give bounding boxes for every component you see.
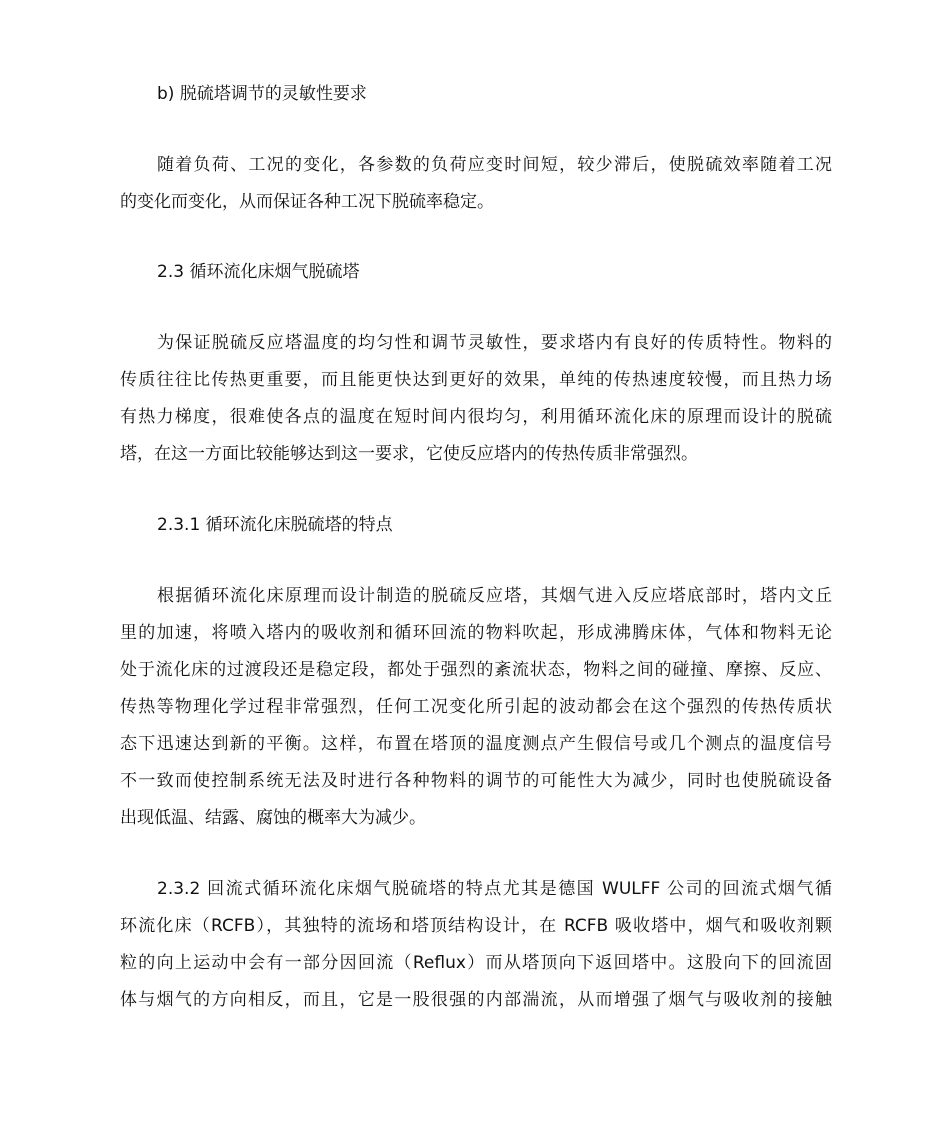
paragraph-line: 有热力梯度，很难使各点的温度在短时间内很均匀，利用循环流化床的原理而设计的脱硫: [120, 407, 832, 427]
paragraph-line: 态下迅速达到新的平衡。这样，布置在塔顶的温度测点产生假信号或几个测点的温度信号: [120, 734, 832, 754]
paragraph-line: 塔，在这一方面比较能够达到这一要求，它使反应塔内的传热传质非常强烈。: [120, 444, 698, 464]
paragraph-line: 随着负荷、工况的变化，各参数的负荷应变时间短，较少滞后，使脱硫效率随着工况: [157, 155, 832, 175]
paragraph-line: 根据循环流化床原理而设计制造的脱硫反应塔，其烟气进入反应塔底部时，塔内文丘: [157, 586, 832, 606]
section-heading-2-3-1: 2.3.1 循环流化床脱硫塔的特点: [157, 515, 393, 535]
paragraph-line: 出现低温、结露、腐蚀的概率大为减少。: [120, 808, 426, 828]
heading-b: b) 脱硫塔调节的灵敏性要求: [157, 84, 367, 104]
paragraph-line: 不一致而使控制系统无法及时进行各种物料的调节的可能性大为减少，同时也使脱硫设备: [120, 771, 832, 791]
section-heading-2-3-2-paragraph: 2.3.2 回流式循环流化床烟气脱硫塔的特点尤其是德国 WULFF 公司的回流式烟气循: [157, 879, 832, 899]
section-heading-2-3: 2.3 循环流化床烟气脱硫塔: [157, 262, 360, 282]
paragraph-line: 为保证脱硫反应塔温度的均匀性和调节灵敏性，要求塔内有良好的传质特性。物料的: [157, 333, 832, 353]
paragraph-line: 传热等物理化学过程非常强烈，任何工况变化所引起的波动都会在这个强烈的传热传质状: [120, 697, 832, 717]
paragraph-line: 处于流化床的过渡段还是稳定段，都处于强烈的紊流状态，物料之间的碰撞、摩擦、反应、: [120, 660, 832, 680]
paragraph-line: 体与烟气的方向相反，而且，它是一股很强的内部湍流，从而增强了烟气与吸收剂的接触: [120, 990, 832, 1010]
paragraph-line: 环流化床（RCFB），其独特的流场和塔顶结构设计，在 RCFB 吸收塔中，烟气和吸收剂颗: [120, 916, 832, 936]
paragraph-line: 的变化而变化，从而保证各种工况下脱硫率稳定。: [120, 192, 494, 212]
paragraph-line: 传质往往比传热更重要，而且能更快达到更好的效果，单纯的传热速度较慢，而且热力场: [120, 370, 832, 390]
paragraph-line: 里的加速，将喷入塔内的吸收剂和循环回流的物料吹起，形成沸腾床体，气体和物料无论: [120, 623, 832, 643]
paragraph-line: 粒的向上运动中会有一部分因回流（Reflux）而从塔顶向下返回塔中。这股向下的回流固: [120, 953, 832, 973]
